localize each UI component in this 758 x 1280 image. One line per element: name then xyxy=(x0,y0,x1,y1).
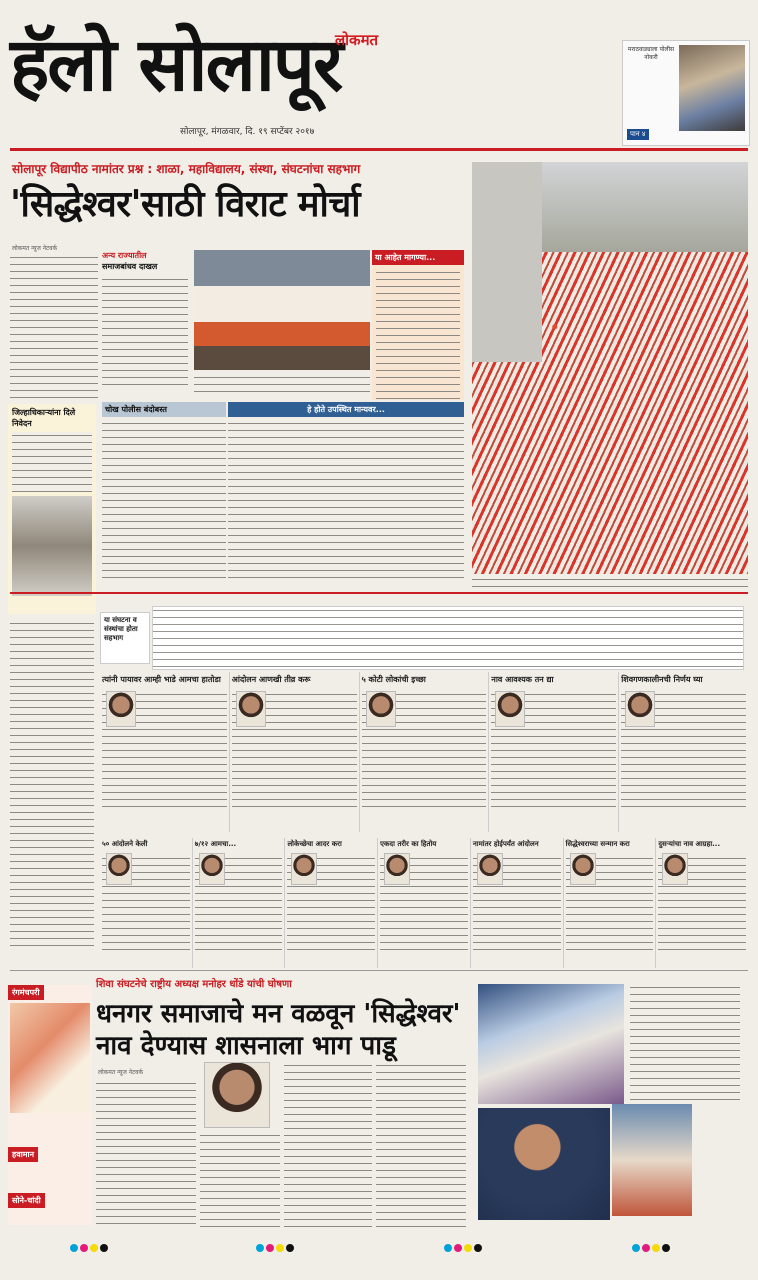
reaction-portrait xyxy=(106,853,132,885)
present-box xyxy=(228,402,464,582)
bottom-rule xyxy=(10,970,748,971)
registration-marks xyxy=(444,1244,482,1252)
brand-logo: लोकमत xyxy=(335,31,379,49)
masthead xyxy=(10,22,610,148)
registration-marks xyxy=(256,1244,294,1252)
reaction-card xyxy=(489,672,619,832)
reaction-portrait xyxy=(291,853,317,885)
reaction-portrait xyxy=(570,853,596,885)
reaction-title: लोकेच्छेचा आदर करा xyxy=(287,840,342,848)
registration-marks xyxy=(632,1244,670,1252)
organizations-list xyxy=(152,606,744,670)
sidebar-label-1: रंगमंचपरी xyxy=(8,985,44,1000)
reaction-card xyxy=(378,838,471,968)
reaction-title: सिद्धेश्वराच्या सन्मान करा xyxy=(565,840,630,848)
reaction-portrait xyxy=(236,691,266,727)
reaction-card xyxy=(656,838,748,968)
top-teaser-box[interactable] xyxy=(622,40,750,146)
bottom-portrait xyxy=(204,1062,270,1128)
reaction-portrait xyxy=(106,691,136,727)
crowd-caption xyxy=(472,576,748,590)
lead-headline: 'सिद्धेश्वर'साठी विराट मोर्चा xyxy=(10,183,361,225)
lead-column-1 xyxy=(10,254,98,404)
demands-title: या आहेत मागण्या... xyxy=(372,250,464,265)
reaction-card xyxy=(564,838,657,968)
reaction-title: शिवगणकालीनची निर्णय घ्या xyxy=(621,675,703,684)
reaction-title: एकदा तरीर का हितोय xyxy=(380,840,437,848)
bottom-kicker-rest: राष्ट्रीय अध्यक्ष मनोहर धोंडे यांची घोषणा xyxy=(146,979,292,990)
left-box-photo xyxy=(12,496,92,596)
bottom-photo-2 xyxy=(478,1108,610,1220)
top-teaser-text: मराठवाड्याला पोलीस नोकरी xyxy=(627,46,675,61)
lead-group-photo xyxy=(194,250,370,370)
reaction-portrait xyxy=(366,691,396,727)
paper-name: हॅलो सोलापूर xyxy=(10,22,342,108)
reaction-title: आंदोलन आणखी तीव्र करू xyxy=(231,675,311,684)
reaction-title: ७/१२ आमचा... xyxy=(194,840,237,848)
bottom-column-2 xyxy=(200,1132,280,1228)
inset-kicker: अन्य राज्यातील xyxy=(102,251,147,260)
reaction-title: दुसऱ्यांचा नाव आग्रहा... xyxy=(658,840,721,848)
reaction-title: ५० आंदोलने केली xyxy=(102,840,148,848)
bottom-column-4 xyxy=(376,1062,466,1228)
lead-column-2 xyxy=(10,620,94,950)
lead-kicker-red: सोलापूर विद्यापीठ नामांतर प्रश्न xyxy=(12,162,144,176)
bottom-column-1 xyxy=(96,1080,196,1230)
bottom-byline: लोकमत न्यूज नेटवर्क xyxy=(98,1069,144,1076)
bottom-column-3 xyxy=(284,1062,372,1228)
section-rule xyxy=(10,592,748,594)
top-teaser-page: पान ४ xyxy=(627,129,649,140)
reaction-card xyxy=(100,672,230,832)
reaction-title: त्यांनी पायावर आम्ही भाडे आमचा हातोडा xyxy=(102,675,221,684)
sidebar-cartoon xyxy=(10,1003,90,1113)
bottom-kicker-red: शिवा संघटनेचे xyxy=(96,979,147,990)
crowd-photo xyxy=(472,162,748,574)
reaction-card xyxy=(471,838,564,968)
left-box-title: जिल्हाधिकाऱ्यांना दिले निवेदन xyxy=(12,408,76,428)
reaction-card xyxy=(230,672,360,832)
police-box xyxy=(102,402,226,582)
sidebar-label-2: हवामान xyxy=(8,1147,38,1162)
reaction-portrait xyxy=(625,691,655,727)
inset-box xyxy=(102,250,188,400)
masthead-rule xyxy=(10,148,748,151)
reactions-row-1 xyxy=(100,672,748,832)
reaction-portrait xyxy=(662,853,688,885)
reaction-card xyxy=(360,672,490,832)
reaction-portrait xyxy=(199,853,225,885)
inset-title: समाजबांधव दाखल xyxy=(102,262,158,271)
reaction-portrait xyxy=(495,691,525,727)
reaction-portrait xyxy=(384,853,410,885)
bottom-photo-1 xyxy=(478,984,624,1104)
lead-byline: लोकमत न्यूज नेटवर्क xyxy=(12,245,58,252)
left-sidebar xyxy=(8,985,92,1225)
bottom-kicker xyxy=(96,976,292,990)
reaction-card xyxy=(619,672,748,832)
reaction-card xyxy=(285,838,378,968)
dateline: सोलापूर, मंगळवार, दि. १९ सप्टेंबर २०१७ xyxy=(180,127,315,137)
lead-kicker xyxy=(12,160,360,177)
demands-box xyxy=(372,250,464,400)
reactions-row-2 xyxy=(100,838,748,968)
police-title: चोख पोलीस बंदोबस्त xyxy=(102,402,226,417)
left-box xyxy=(8,404,96,614)
bottom-side-text xyxy=(630,984,740,1102)
reaction-portrait xyxy=(477,853,503,885)
organizations-label xyxy=(100,612,150,664)
lead-photo-caption xyxy=(194,374,370,396)
bottom-photo-3 xyxy=(612,1104,692,1216)
reaction-title: नाव आवश्यक तन द्या xyxy=(491,675,554,684)
registration-marks xyxy=(70,1244,108,1252)
reaction-card xyxy=(193,838,286,968)
reaction-title: नामांतर होईपर्यंत आंदोलन xyxy=(472,840,539,848)
organizations-label-text: या संघटना व संस्थांचा होता सहभाग xyxy=(104,616,138,642)
sidebar-label-3: सोने-चांदी xyxy=(8,1193,45,1208)
top-teaser-photo xyxy=(679,45,745,131)
lead-kicker-rest: : शाळा, महाविद्यालय, संस्था, संघटनांचा सहभाग xyxy=(143,162,361,176)
reaction-title: ५ कोटी लोकांची इच्छा xyxy=(361,675,426,684)
bottom-headline: धनगर समाजाचे मन वळवून 'सिद्धेश्वर' नाव देण्यास शासनाला भाग पाडू xyxy=(96,999,461,1061)
reaction-card xyxy=(100,838,193,968)
present-title: हे होते उपस्थित मान्यवर... xyxy=(228,402,464,417)
